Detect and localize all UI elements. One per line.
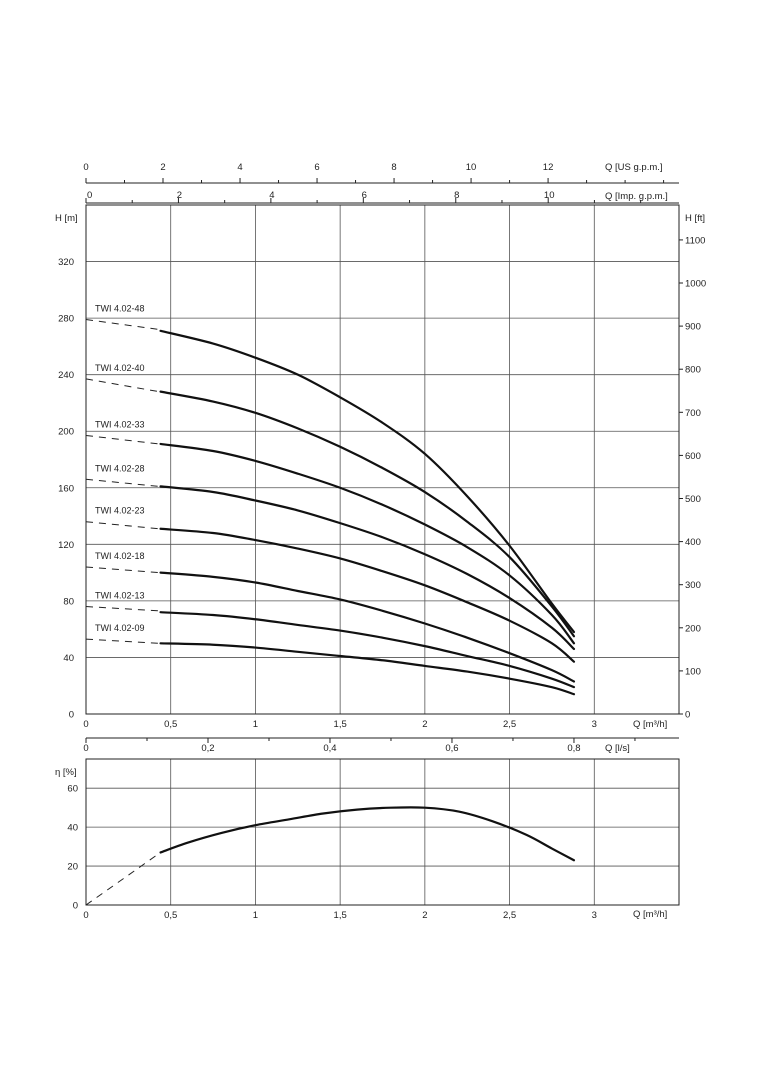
efficiency-x-axis-title: Q [m³/h] <box>633 909 668 920</box>
head-dashed-extension <box>86 479 159 486</box>
efficiency-plot-frame <box>86 759 679 905</box>
imp-gpm-tick-label: 8 <box>454 190 460 201</box>
us-gpm-tick-label: 0 <box>83 162 89 173</box>
head-x-tick-label: 0,5 <box>164 719 178 730</box>
head-curve-label: TWI 4.02-33 <box>95 419 145 430</box>
imp-gpm-axis-title: Q [Imp. g.p.m.] <box>605 191 668 202</box>
head-curve <box>161 573 574 682</box>
imp-gpm-tick-label: 4 <box>269 190 275 201</box>
head-y2-tick-label: 900 <box>685 321 701 333</box>
efficiency-y-axis-title: η [%] <box>55 767 77 778</box>
head-curve <box>161 444 574 643</box>
head-curves <box>161 331 574 694</box>
head-y2-tick-label: 1000 <box>685 278 707 290</box>
head-y-tick-label: 280 <box>58 313 74 325</box>
head-y-tick-label: 40 <box>63 652 74 664</box>
us-gpm-tick-label: 2 <box>160 162 166 173</box>
head-curve-label: TWI 4.02-28 <box>95 463 145 474</box>
head-curve-label: TWI 4.02-23 <box>95 505 145 516</box>
flow-top-axes <box>83 162 679 203</box>
head-dashed-extension <box>86 522 159 529</box>
us-gpm-tick-label: 4 <box>237 162 243 173</box>
efficiency-x-tick-label: 0 <box>83 910 89 921</box>
head-curve <box>161 486 574 649</box>
ls-tick-label: 0 <box>83 743 89 754</box>
head-y-ticks <box>58 257 74 720</box>
head-x-axis-title: Q [m³/h] <box>633 719 668 730</box>
head-y2-ticks <box>679 235 706 720</box>
head-dashed-extension <box>86 567 159 573</box>
efficiency-curve <box>161 807 574 860</box>
head-y2-tick-label: 1100 <box>685 235 706 247</box>
efficiency-curve-line <box>161 807 574 860</box>
head-y2-tick-label: 0 <box>685 709 691 721</box>
flow-ls-axis <box>83 738 679 754</box>
efficiency-y-tick-label: 0 <box>72 900 78 912</box>
head-dashed-extension <box>86 435 159 443</box>
us-gpm-tick-label: 8 <box>391 162 397 173</box>
head-y-tick-label: 80 <box>63 596 74 608</box>
head-x-tick-label: 2 <box>422 719 428 730</box>
head-dashed-extension <box>86 639 159 643</box>
efficiency-grid <box>86 759 679 905</box>
efficiency-x-tick-label: 2,5 <box>502 910 517 921</box>
imp-gpm-tick-label: 2 <box>176 190 183 201</box>
head-y-axis-title: H [m] <box>55 213 78 224</box>
head-curve-label: TWI 4.02-09 <box>95 623 145 634</box>
head-curve-label: TWI 4.02-13 <box>95 590 145 601</box>
ls-tick-label: 0,6 <box>445 743 459 754</box>
head-dashed-extension <box>86 607 159 611</box>
head-x-tick-label: 1,5 <box>333 719 347 730</box>
ls-axis-title: Q [l/s] <box>605 743 630 754</box>
imp-gpm-tick-label: 0 <box>87 190 93 201</box>
us-gpm-tick-label: 10 <box>465 162 477 173</box>
imp-gpm-tick-label: 10 <box>543 190 555 201</box>
head-y-tick-label: 120 <box>58 539 74 551</box>
head-y2-tick-label: 700 <box>685 407 701 419</box>
head-y2-tick-label: 100 <box>685 666 701 678</box>
head-x-ticks <box>83 719 597 730</box>
ls-tick-label: 0,4 <box>323 743 337 754</box>
head-y-tick-label: 200 <box>58 426 74 438</box>
imp-gpm-tick-label: 6 <box>361 190 367 201</box>
head-x-tick-label: 3 <box>591 719 597 730</box>
efficiency-x-tick-label: 1,5 <box>333 910 347 921</box>
head-dashed-extension <box>86 379 159 392</box>
efficiency-dashed-extension <box>86 852 161 905</box>
head-y2-tick-label: 200 <box>685 623 701 635</box>
ls-tick-label: 0,2 <box>201 743 215 754</box>
efficiency-x-ticks <box>83 910 597 921</box>
head-y-tick-label: 0 <box>68 709 74 721</box>
head-curve-label: TWI 4.02-18 <box>95 550 145 561</box>
head-y2-tick-label: 500 <box>685 494 701 506</box>
head-y2-tick-label: 800 <box>685 364 701 376</box>
head-dashed-extension <box>86 320 159 330</box>
head-x-tick-label: 1 <box>252 719 259 730</box>
head-y2-tick-label: 300 <box>685 580 701 592</box>
efficiency-dashed-extension <box>86 852 161 905</box>
head-y2-tick-label: 600 <box>685 450 701 462</box>
head-y-tick-label: 160 <box>58 483 74 495</box>
efficiency-x-tick-label: 1 <box>252 910 259 921</box>
head-y2-tick-label: 400 <box>685 537 701 549</box>
efficiency-y-tick-label: 60 <box>67 783 78 795</box>
ls-tick-label: 0,8 <box>567 743 581 754</box>
head-curve-label: TWI 4.02-48 <box>95 303 145 314</box>
efficiency-x-tick-label: 3 <box>591 910 597 921</box>
head-y-tick-label: 240 <box>58 370 74 382</box>
efficiency-y-tick-label: 40 <box>67 822 78 834</box>
us-gpm-tick-label: 12 <box>542 162 554 173</box>
head-y-tick-label: 320 <box>58 257 74 269</box>
head-curve-label: TWI 4.02-40 <box>95 362 145 373</box>
head-curve-labels <box>95 304 145 634</box>
head-x-tick-label: 0 <box>83 719 89 730</box>
head-curve <box>161 331 574 632</box>
efficiency-x-tick-label: 0,5 <box>164 910 178 921</box>
us-gpm-tick-label: 6 <box>314 162 320 173</box>
head-x-tick-label: 2,5 <box>502 719 517 730</box>
head-chart <box>55 162 706 754</box>
head-y2-axis-title: H [ft] <box>685 213 706 224</box>
efficiency-y-ticks <box>67 784 78 912</box>
us-gpm-axis-title: Q [US g.p.m.] <box>605 162 663 173</box>
efficiency-y-tick-label: 20 <box>67 861 78 873</box>
head-curve <box>161 643 574 694</box>
head-curve <box>161 612 574 687</box>
efficiency-chart <box>55 759 679 921</box>
efficiency-x-tick-label: 2 <box>422 910 428 921</box>
